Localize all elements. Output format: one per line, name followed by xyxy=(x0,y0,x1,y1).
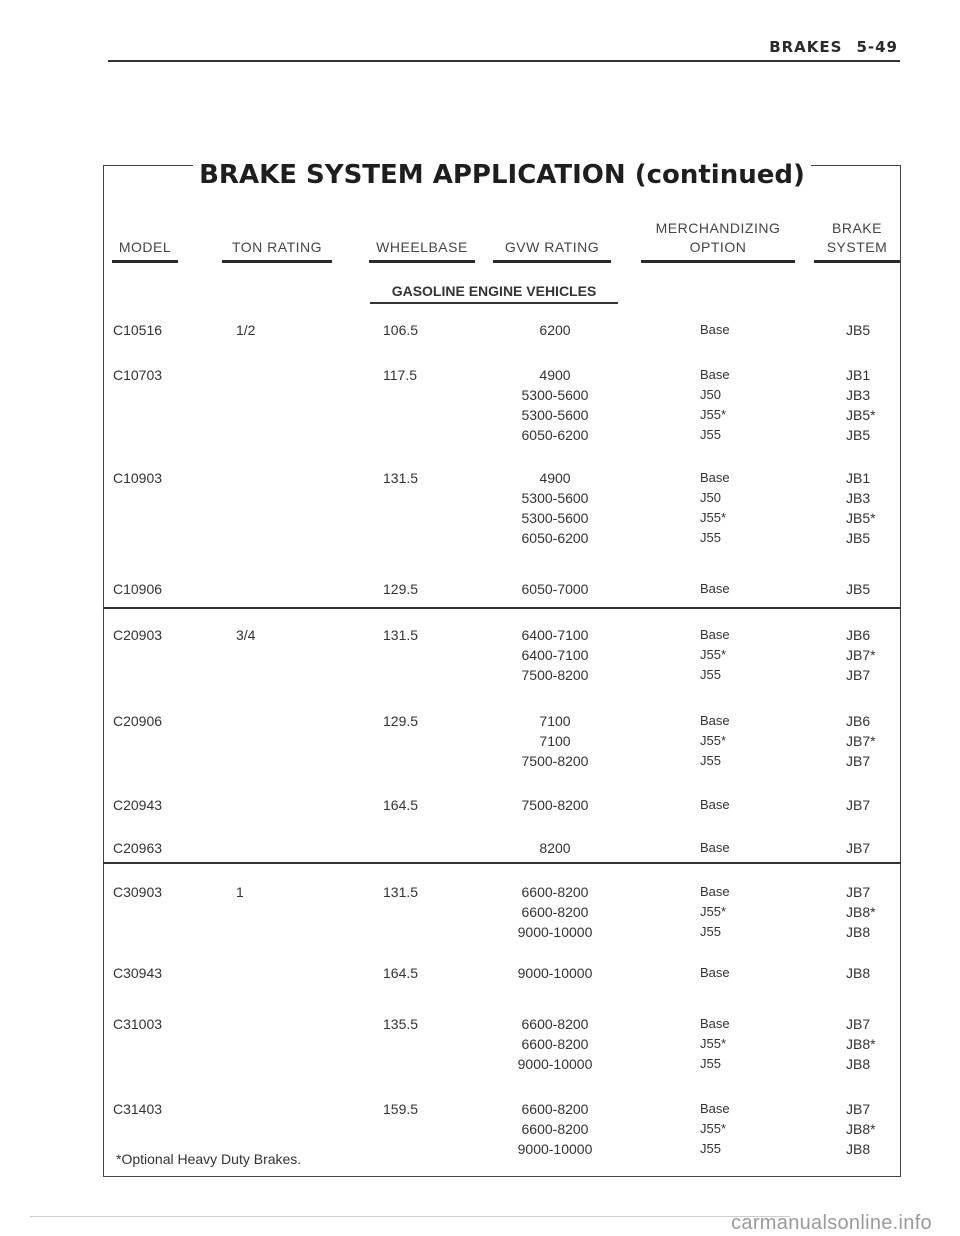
section-name: BRAKES xyxy=(769,38,843,56)
group-divider xyxy=(103,862,901,864)
brake-system-cell: JB3 xyxy=(846,387,871,403)
wheelbase-cell: 129.5 xyxy=(383,581,419,597)
wheelbase-cell: 106.5 xyxy=(383,322,419,338)
option-cell: J55 xyxy=(700,1141,721,1156)
option-cell: J55 xyxy=(700,427,721,442)
section-title xyxy=(370,283,618,304)
model-cell: C30903 xyxy=(113,884,163,900)
page-header xyxy=(769,38,898,56)
column-header-wheelbase-label: WHEELBASE xyxy=(376,239,468,255)
option-cell: J55 xyxy=(700,1056,721,1071)
gvw-rating-cell: 6200 xyxy=(539,322,571,338)
gvw-rating-cell: 9000-10000 xyxy=(517,965,593,981)
gvw-rating-cell: 4900 xyxy=(539,470,571,486)
gvw-rating-cell: 6600-8200 xyxy=(521,1036,589,1052)
gvw-rating-cell: 7100 xyxy=(539,733,571,749)
watermark: carmanualsonline.info xyxy=(731,1212,932,1234)
option-cell: J55 xyxy=(700,530,721,545)
wheelbase-cell: 159.5 xyxy=(383,1101,419,1117)
gvw-rating-cell: 9000-10000 xyxy=(517,924,593,940)
brake-system-cell: JB8* xyxy=(846,904,876,920)
option-cell: Base xyxy=(700,322,730,337)
option-cell: Base xyxy=(700,884,730,899)
brake-system-cell: JB8* xyxy=(846,1121,876,1137)
option-cell: J50 xyxy=(700,490,721,505)
option-cell: J55 xyxy=(700,924,721,939)
page-title xyxy=(103,160,901,190)
option-cell: J55 xyxy=(700,753,721,768)
brake-system-cell: JB5 xyxy=(846,530,871,546)
option-cell: Base xyxy=(700,797,730,812)
option-cell: J55* xyxy=(700,1036,727,1051)
brake-system-cell: JB6 xyxy=(846,713,871,729)
column-header-gvw-label: GVW RATING xyxy=(504,239,600,255)
gvw-rating-cell: 5300-5600 xyxy=(521,387,589,403)
gvw-rating-cell: 6050-6200 xyxy=(521,530,589,546)
brake-system-cell: JB7 xyxy=(846,1016,871,1032)
option-cell: Base xyxy=(700,581,730,596)
option-cell: Base xyxy=(700,367,730,382)
option-cell: J55* xyxy=(700,407,727,422)
brake-system-cell: JB7 xyxy=(846,884,871,900)
option-cell: Base xyxy=(700,627,730,642)
model-cell: C10703 xyxy=(113,367,163,383)
gvw-rating-cell: 8200 xyxy=(539,840,571,856)
brake-system-cell: JB5 xyxy=(846,581,871,597)
brake-system-cell: JB7* xyxy=(846,733,876,749)
gvw-rating-cell: 6050-6200 xyxy=(521,427,589,443)
model-cell: C30943 xyxy=(113,965,163,981)
column-header-system-line2: SYSTEM xyxy=(826,239,888,255)
gvw-rating-cell: 9000-10000 xyxy=(517,1056,593,1072)
wheelbase-cell: 135.5 xyxy=(383,1016,419,1032)
model-cell: C20963 xyxy=(113,840,163,856)
bottom-rule xyxy=(30,1216,790,1217)
column-header-system-line1: BRAKE xyxy=(832,220,882,236)
option-cell: J55* xyxy=(700,733,727,748)
column-header-gvw-rating xyxy=(493,238,611,263)
option-cell: Base xyxy=(700,1016,730,1031)
brake-system-cell: JB8 xyxy=(846,1141,871,1157)
section-title-text: GASOLINE ENGINE VEHICLES xyxy=(391,283,597,299)
model-cell: C31003 xyxy=(113,1016,163,1032)
brake-system-cell: JB7 xyxy=(846,840,871,856)
column-header-option-line1: MERCHANDIZING xyxy=(655,220,781,236)
model-cell: C10516 xyxy=(113,322,163,338)
wheelbase-cell: 164.5 xyxy=(383,965,419,981)
gvw-rating-cell: 6600-8200 xyxy=(521,904,589,920)
gvw-rating-cell: 6600-8200 xyxy=(521,884,589,900)
model-cell: C31403 xyxy=(113,1101,163,1117)
wheelbase-cell: 117.5 xyxy=(383,367,417,383)
option-cell: Base xyxy=(700,1101,730,1116)
wheelbase-cell: 131.5 xyxy=(383,627,419,643)
ton-rating-cell: 1/2 xyxy=(236,322,256,338)
brake-system-cell: JB6 xyxy=(846,627,871,643)
gvw-rating-cell: 6400-7100 xyxy=(521,627,589,643)
brake-system-cell: JB5* xyxy=(846,510,876,526)
gvw-rating-cell: 5300-5600 xyxy=(521,510,589,526)
gvw-rating-cell: 5300-5600 xyxy=(521,407,589,423)
gvw-rating-cell: 5300-5600 xyxy=(521,490,589,506)
brake-system-cell: JB8* xyxy=(846,1036,876,1052)
wheelbase-cell: 164.5 xyxy=(383,797,419,813)
gvw-rating-cell: 9000-10000 xyxy=(517,1141,593,1157)
gvw-rating-cell: 7500-8200 xyxy=(521,667,589,683)
option-cell: J55* xyxy=(700,510,727,525)
gvw-rating-cell: 6050-7000 xyxy=(521,581,589,597)
column-header-ton-rating xyxy=(222,238,332,263)
model-cell: C10906 xyxy=(113,581,163,597)
option-cell: Base xyxy=(700,713,730,728)
option-cell: Base xyxy=(700,965,730,980)
option-cell: J55* xyxy=(700,647,727,662)
header-rule xyxy=(108,60,900,62)
brake-system-cell: JB7 xyxy=(846,753,871,769)
page-number: 5-49 xyxy=(856,38,898,56)
brake-system-cell: JB7 xyxy=(846,797,871,813)
gvw-rating-cell: 4900 xyxy=(539,367,571,383)
footnote: *Optional Heavy Duty Brakes. xyxy=(116,1151,302,1167)
gvw-rating-cell: 7100 xyxy=(539,713,571,729)
column-header-brake-system xyxy=(814,219,900,263)
ton-rating-cell: 1 xyxy=(236,884,244,900)
column-header-model-label: MODEL xyxy=(118,239,172,255)
brake-system-cell: JB1 xyxy=(846,470,871,486)
option-cell: J55* xyxy=(700,1121,727,1136)
column-header-option xyxy=(641,219,795,263)
brake-system-cell: JB7 xyxy=(846,667,871,683)
brake-system-cell: JB5* xyxy=(846,407,876,423)
model-cell: C20906 xyxy=(113,713,163,729)
brake-system-cell: JB5 xyxy=(846,322,871,338)
gvw-rating-cell: 7500-8200 xyxy=(521,753,589,769)
column-header-model xyxy=(112,238,178,263)
gvw-rating-cell: 6600-8200 xyxy=(521,1121,589,1137)
brake-system-cell: JB3 xyxy=(846,490,871,506)
option-cell: J50 xyxy=(700,387,721,402)
gvw-rating-cell: 6600-8200 xyxy=(521,1101,589,1117)
brake-system-cell: JB8 xyxy=(846,924,871,940)
option-cell: Base xyxy=(700,470,730,485)
brake-system-cell: JB8 xyxy=(846,965,871,981)
model-cell: C10903 xyxy=(113,470,163,486)
brake-system-cell: JB7* xyxy=(846,647,876,663)
brake-system-cell: JB1 xyxy=(846,367,871,383)
wheelbase-cell: 131.5 xyxy=(383,884,419,900)
ton-rating-cell: 3/4 xyxy=(236,627,256,643)
model-cell: C20903 xyxy=(113,627,163,643)
wheelbase-cell: 129.5 xyxy=(383,713,419,729)
gvw-rating-cell: 6400-7100 xyxy=(521,647,589,663)
option-cell: J55 xyxy=(700,667,721,682)
brake-system-cell: JB8 xyxy=(846,1056,871,1072)
gvw-rating-cell: 7500-8200 xyxy=(521,797,589,813)
gvw-rating-cell: 6600-8200 xyxy=(521,1016,589,1032)
brake-system-cell: JB7 xyxy=(846,1101,871,1117)
option-cell: J55* xyxy=(700,904,727,919)
option-cell: Base xyxy=(700,840,730,855)
column-header-wheelbase xyxy=(369,238,475,263)
page-title-text: BRAKE SYSTEM APPLICATION (continued) xyxy=(193,160,811,190)
model-cell: C20943 xyxy=(113,797,163,813)
column-header-option-line2: OPTION xyxy=(689,239,747,255)
brake-system-cell: JB5 xyxy=(846,427,871,443)
group-divider xyxy=(103,607,901,609)
wheelbase-cell: 131.5 xyxy=(383,470,419,486)
column-header-ton-label: TON RATING xyxy=(231,239,323,255)
